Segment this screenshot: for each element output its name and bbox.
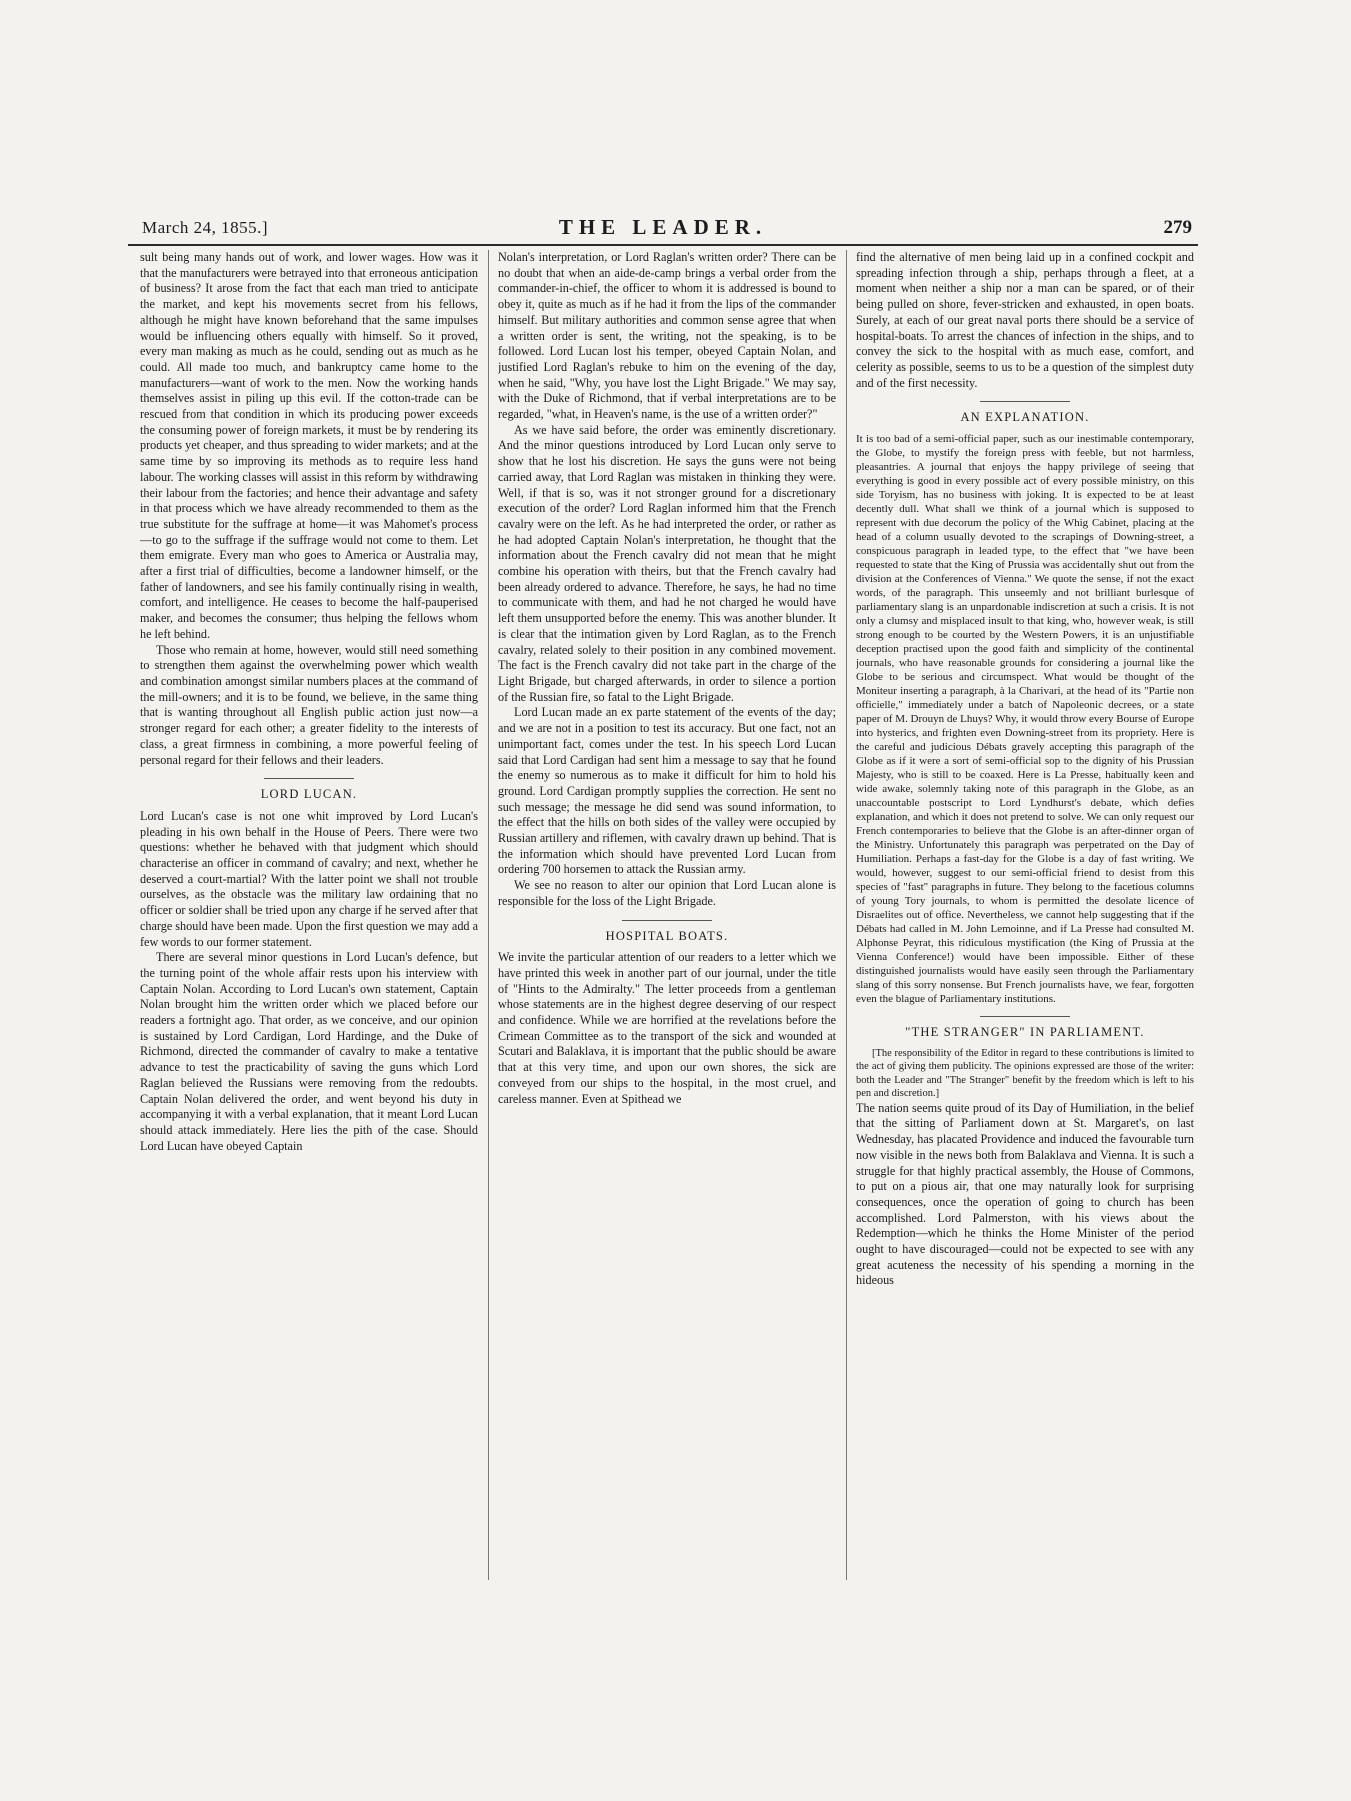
newspaper-title: THE LEADER. (558, 215, 768, 239)
column-rule (488, 250, 489, 1580)
editor-note: [The responsibility of the Editor in regard to these contributions is limited to the act of giving them publicity. The opinions expressed are those of the writer: both the Leader and "The Stranger" benefit by the freedom which is left to his pen and discretion.] (856, 1047, 1194, 1100)
article-paragraph: Lord Lucan's case is not one whit improved by Lord Lucan's pleading in his own behalf in the House of Peers. There were two questions: whether he behaved with that judgment which should characterise an officer in command of cavalry; and next, whether he deserved a court-martial? With the latter point we shall not trouble ourselves, as the obstacle was the military law ordaining that no officer or soldier shall be tried upon any charge if he served after that charge should have been made. Upon the first question we may add a few words to our former statement. (140, 808, 478, 949)
article-paragraph: Nolan's interpretation, or Lord Raglan's written order? There can be no doubt that when an aide-de-camp brings a verbal order from the commander-in-chief, the officer to whom it is addressed is bound to obey it, quite as much as if he had it from the lips of the commander himself. But military authorities and common sense agree that when a written order is sent, the writing, not the speaking, is to be followed. Lord Lucan lost his temper, obeyed Captain Nolan, and justified Lord Raglan's rebuke to him on the evening of the day, when he said, "Why, you have lost the Light Brigade." We may say, with the Duke of Richmond, that if verbal interpretations are to be regarded, "what, in Heaven's name, is the use of a written order?" (498, 250, 836, 422)
issue-date: March 24, 1855.] (142, 218, 269, 237)
article-paragraph: We see no reason to alter our opinion that Lord Lucan alone is responsible for the loss of the Light Brigade. (498, 878, 836, 908)
article-paragraph: Lord Lucan made an ex parte statement of the events of the day; and we are not in a position to test its accuracy. But one fact, not an unimportant fact, comes under the test. In his speech Lord Lucan said that Lord Cardigan had sent him a message to say that he found the enemy so numerous as to make it difficult for him to hold his ground. Lord Cardigan promptly supplies the correction. He sent no such message; the message he did send was sound information, to the effect that the hills on both sides of the valley were occupied by Russian artillery and riflemen, with cavalry drawn up behind. That is the information which should have prevented Lord Lucan from ordering 700 horsemen to attack the Russian army. (498, 705, 836, 877)
column-3 (856, 250, 1194, 1580)
section-heading-lord-lucan: LORD LUCAN. (260, 787, 358, 802)
header-rule (128, 244, 1198, 246)
article-paragraph: sult being many hands out of work, and lower wages. How was it that the manufacturers were betrayed into that erroneous anticipation of business? It arose from the fact that each man tried to anticipate the market, and kept his movements secret from his fellows, although he might have known beforehand that the same impulses would be influencing others equally with himself. So it proved, every man making as much as he could, sending out as much as he could. All made too much, and bankruptcy came home to the manufacturers—want of work to the men. Now the working hands themselves assist in piling up this evil. If the cotton-trade can be rescued from that condition in which its producing power exceeds the consuming power of foreign markets, it must be by rendering its products yet cheaper, and thus spreading to wider markets; and at the same time by so improving its methods as to require less hand labour. The working classes will assist in this reform by withdrawing their labour from the factories; and hence their advantage and safety in that process which we have already recommended to them as the true substitute for the suffrage at home—it was Mahomet's process—to go to the suffrage if the suffrage would not come to them. Let them emigrate. Every man who goes to America or Australia may, after a first trial of difficulties, become a landowner himself, or the father of landowners, and see his family continually rising in wealth, comfort, and intelligence. He ceases to become the half-pauperised maker, and becomes the consumer; thus helping the fellows whom he left behind. (140, 250, 478, 641)
section-heading-explanation: AN EXPLANATION. (960, 410, 1090, 425)
masthead (128, 212, 1198, 246)
page-number: 279 (1163, 217, 1192, 238)
article-paragraph: The nation seems quite proud of its Day of Humiliation, in the belief that the sitting of Parliament down at St. Margaret's, on last Wednesday, has placated Providence and induced the favourable turn now visible in the news both from Balaklava and Vienna. It is such a struggle for that highly practical assembly, the House of Commons, to put on a pious air, that one may naturally look for surprising consequences, once the operation of going to church has been accomplished. Lord Palmerston, with his views about the Redemption—which he thinks the Home Minister of the period ought to have discouraged—could not be expected to see with any great acuteness the necessity of his spending a morning in the hideous (856, 1100, 1194, 1288)
article-paragraph: We invite the particular attention of our readers to a letter which we have printed this week in another part of our journal, under the title of "Hints to the Admiralty." The letter proceeds from a gentleman whose statements are in the highest degree deserving of our respect and confidence. While we are horrified at the revelations before the Crimean Committee as to the transport of the sick and wounded at Scutari and Balaklava, it is important that the public should be aware that at this very time, and upon our own shores, the sick are conveyed from our ships to the hospital, in the most cruel, and careless manner. Even at Spithead we (498, 950, 836, 1106)
column-2 (498, 250, 836, 1580)
section-divider (622, 920, 712, 921)
column-rule (846, 250, 847, 1580)
article-paragraph: As we have said before, the order was eminently discretionary. And the minor questions introduced by Lord Lucan only serve to show that he lost his discretion. He says the guns were not being carried away, that Lord Raglan was mistaken in thinking they were. Well, if that is so, was it not stronger ground for a discretionary execution of the order? Lord Raglan informed him that the French cavalry were on the left. As he had interpreted the order, or rather as he had adopted Captain Nolan's interpretation, he thought that the information about the French cavalry did not mean that he might combine his operation with theirs, but that the French cavalry had been already ordered to advance. Therefore, he says, he had no time to communicate with them, and had he not charged he would have left them unsupported before the enemy. This was another blunder. It is clear that the intimation given by Lord Raglan, as to the French cavalry, related solely to their position in any combined movement. The fact is the French cavalry did not take part in the charge of the Light Brigade, but charged afterwards, in order to silence a portion of the Russian fire, so fatal to the Light Brigade. (498, 422, 836, 704)
section-divider (264, 778, 354, 779)
article-paragraph: find the alternative of men being laid up in a confined cockpit and spreading infection through a ship, perhaps through a fleet, at a moment when neither a ship nor a man can be spared, or of their being pulled on shore, fever-stricken and exhausted, in open boats. Surely, at each of our great naval ports there should be a service of hospital-boats. To arrest the chances of infection in the ships, and to convey the sick to the hospital with as much ease, comfort, and celerity as possible, seems to us to be a question of the simplest duty and of the first necessity. (856, 250, 1194, 390)
section-heading-stranger: "THE STRANGER" IN PARLIAMENT. (905, 1025, 1145, 1040)
article-paragraph: Those who remain at home, however, would still need something to strengthen them against the overwhelming power which wealth and combination amongst similar numbers places at the command of the mill-owners; and it is to be found, we believe, in the same thing that is wanting throughout all English public action just now—a stronger regard for each other; a greater fidelity to the interests of class, a great firmness in combining, a more powerful feeling of personal regard for their fellows and their leaders. (140, 642, 478, 767)
section-heading-hospital-boats: HOSPITAL BOATS. (605, 928, 729, 943)
article-paragraph: There are several minor questions in Lord Lucan's defence, but the turning point of the whole affair rests upon his interview with Captain Nolan. According to Lord Lucan's own statement, Captain Nolan brought him the written order which we placed before our readers a fortnight ago. That order, as we conceive, and our opinion is sustained by Lord Cardigan, Lord Hardinge, and the Duke of Richmond, directed the commander of cavalry to make a tentative advance to test the practicability of saving the guns which Lord Raglan believed the Russians were removing from the redoubts. Captain Nolan delivered the order, and went beyond his duty in accompanying it with a verbal explanation, that it meant Lord Lucan should attack immediately. Here lies the pith of the case. Should Lord Lucan have obeyed Captain (140, 950, 478, 1153)
column-1 (140, 250, 478, 1580)
article-paragraph: It is too bad of a semi-official paper, such as our inestimable contemporary, the Globe, to mystify the foreign press with feeble, but not harmless, pleasantries. A journal that enjoys the happy privilege of seeing that everything is good in every possible act of every possible ministry, on this side Toryism, has no business with joking. It is expected to be at least decently dull. What shall we think of a journal which is supposed to represent with due decorum the policy of the Whig Cabinet, placing at the head of a column usually devoted to the scrapings of Downing-street, a conspicuous paragraph in leaded type, to the effect that "we have been requested to state that the King of Prussia was accidentally shut out from the division at the Conferences of Vienna." We quote the sense, if not the exact words, of the paragraph. This unseemly and not brilliant burlesque of parliamentary slang is an unpardonable indiscretion at such a crisis. It is not only a clumsy and misplaced insult to that king, who, however weak, is still strong enough to be courted by the Western Powers, it is an unjustifiable deception practised upon the good faith and simplicity of the continental journals, who have reasonable grounds for considering a journal like the Globe to be serious and circumspect. What would be thought of the Moniteur inserting a paragraph, à la Charivari, at the head of its "Partie non officielle," immediately under a batch of Napoleonic decrees, or a state paper of M. Drouyn de Lhuys? Why, it would throw every Bourse of Europe into hysterics, and frighten even Downing-street from its propriety. Here is the careful and judicious Débats gravely accepting this paragraph of the Globe as if it were a sort of semi-official sop to the dignity of his Prussian Majesty, who is still to be coaxed. Here is La Presse, habitually keen and wide awake, solemnly taking note of this paragraph in the Globe, as an unaccountable postscript to Lord Lyndhurst's debate, which defies explanation, and which it does not pretend to solve. We can only request our French contemporaries to believe that the Globe is an after-dinner organ of the Ministry. Unfortunately this paragraph was perpetrated on the Day of Humiliation. Perhaps a fast-day for the Globe is a day of fast writing. We would, however, suggest to our semi-official friend to desist from this species of "fast" paragraphs in future. They belong to the facetious columns of young Tory journals, to whom is permitted the desolate licence of Disraelites out of office. Nevertheless, we cannot help suggesting that if the Débats had called in M. John Lemoinne, and if La Presse had consulted M. Alphonse Peyrat, this ridiculous mystification (the King of Prussia at the Vienna Conference!) would have been impossible. Either of these distinguished journalists would have easily seen through the Parliamentary slang of this sorry nonsense. But French journalists have, we fear, forgotten even the blague of Parliamentary institutions. (856, 433, 1194, 1006)
section-divider (980, 1016, 1070, 1017)
section-divider (980, 401, 1070, 402)
